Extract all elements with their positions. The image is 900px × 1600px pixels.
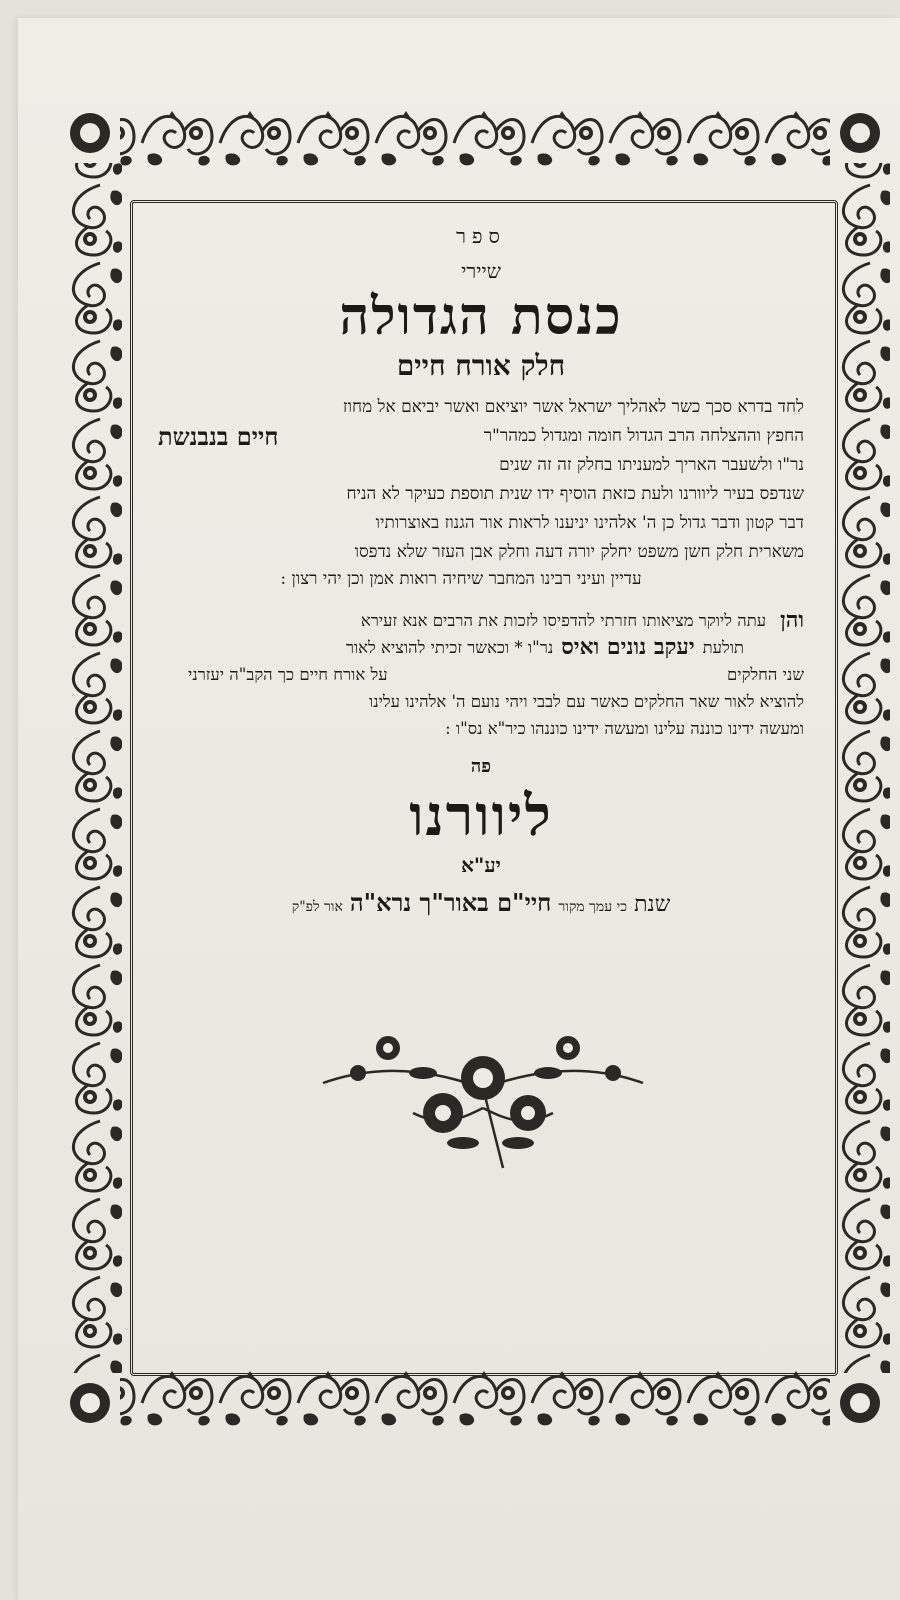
title-page-content	[148, 218, 814, 1348]
paragraph-line: נר"ו ולשעבר האריך למעניתו בחלק זה זה שנים	[499, 455, 804, 475]
paragraph-line: דבר קטון ודבר גדול כן ה' אלהינו יניענו לראות אור הגנוז באוצרותיו	[375, 513, 804, 533]
paragraph-line: והן עתה ליוקר מציאותו חזרתי להדפיסו לזכות את הרבים אנא זעירא	[360, 607, 804, 633]
city-blessing: יע"א	[461, 853, 501, 877]
paragraph-line: תולעת יעקב נונים ואיס נר"ו * וכאשר זכיתי להוציא לאור	[345, 634, 744, 660]
scanned-title-page	[18, 18, 900, 1600]
paragraph-line: ומעשה ידינו כוננה עלינו ומעשה ידינו כוננהו כיר"א נס"ו :	[445, 719, 804, 738]
shiyarei-label: שיירי	[461, 259, 501, 283]
paragraph-line: שנדפס בעיר ליוורנו ולעת כזאת הוסיף ידו שנית תוספת כעיקר לא הניח	[346, 484, 804, 504]
publication-year: שנת כי עמך מקור חיי"ם באור"ך נרא"ה אור לפ"ק	[291, 888, 671, 917]
paragraph-line: שני החלקים על אורח חיים כך הקב"ה יעזרני	[188, 665, 804, 684]
sefer-label: ספר	[456, 224, 506, 248]
paragraph-line: להוציא לאור שאר החלקים כאשר עם לבבי ויהי נועם ה' אלהינו עלינו	[368, 692, 804, 711]
paragraph-line: משארית חלק חשן משפט יחלק יורה דעה וחלק אבן העזר שלא נדפסו	[354, 542, 804, 562]
book-subtitle: חלק אורח חיים	[396, 349, 566, 382]
printer-name: יעקב נונים ואיס	[561, 634, 695, 660]
paragraph-lead-word: והן	[780, 607, 804, 633]
place-prefix: פה	[470, 756, 492, 777]
paragraph-closing-line: עדיין ועיני רבינו המחבר שיחיה רואות אמן וכן יהי רצון :	[280, 569, 642, 589]
floral-ornament-icon	[313, 1018, 653, 1188]
paragraph-line: החפץ וההצלחה הרב הגדול חומה ומגדול כמהר"ר חיים בנבנשת	[158, 422, 804, 451]
printer-paragraph	[158, 607, 804, 742]
book-title: כנסת הגדולה	[339, 286, 623, 347]
paragraph-line: לחד בדרא סכך כשר לאהליך ישראל אשר יוציאם ואשר יביאם אל מחוז	[342, 397, 804, 417]
description-paragraph	[158, 393, 804, 567]
author-name: חיים בנבנשת	[158, 422, 279, 451]
city-name: ליוורנו	[409, 783, 553, 849]
